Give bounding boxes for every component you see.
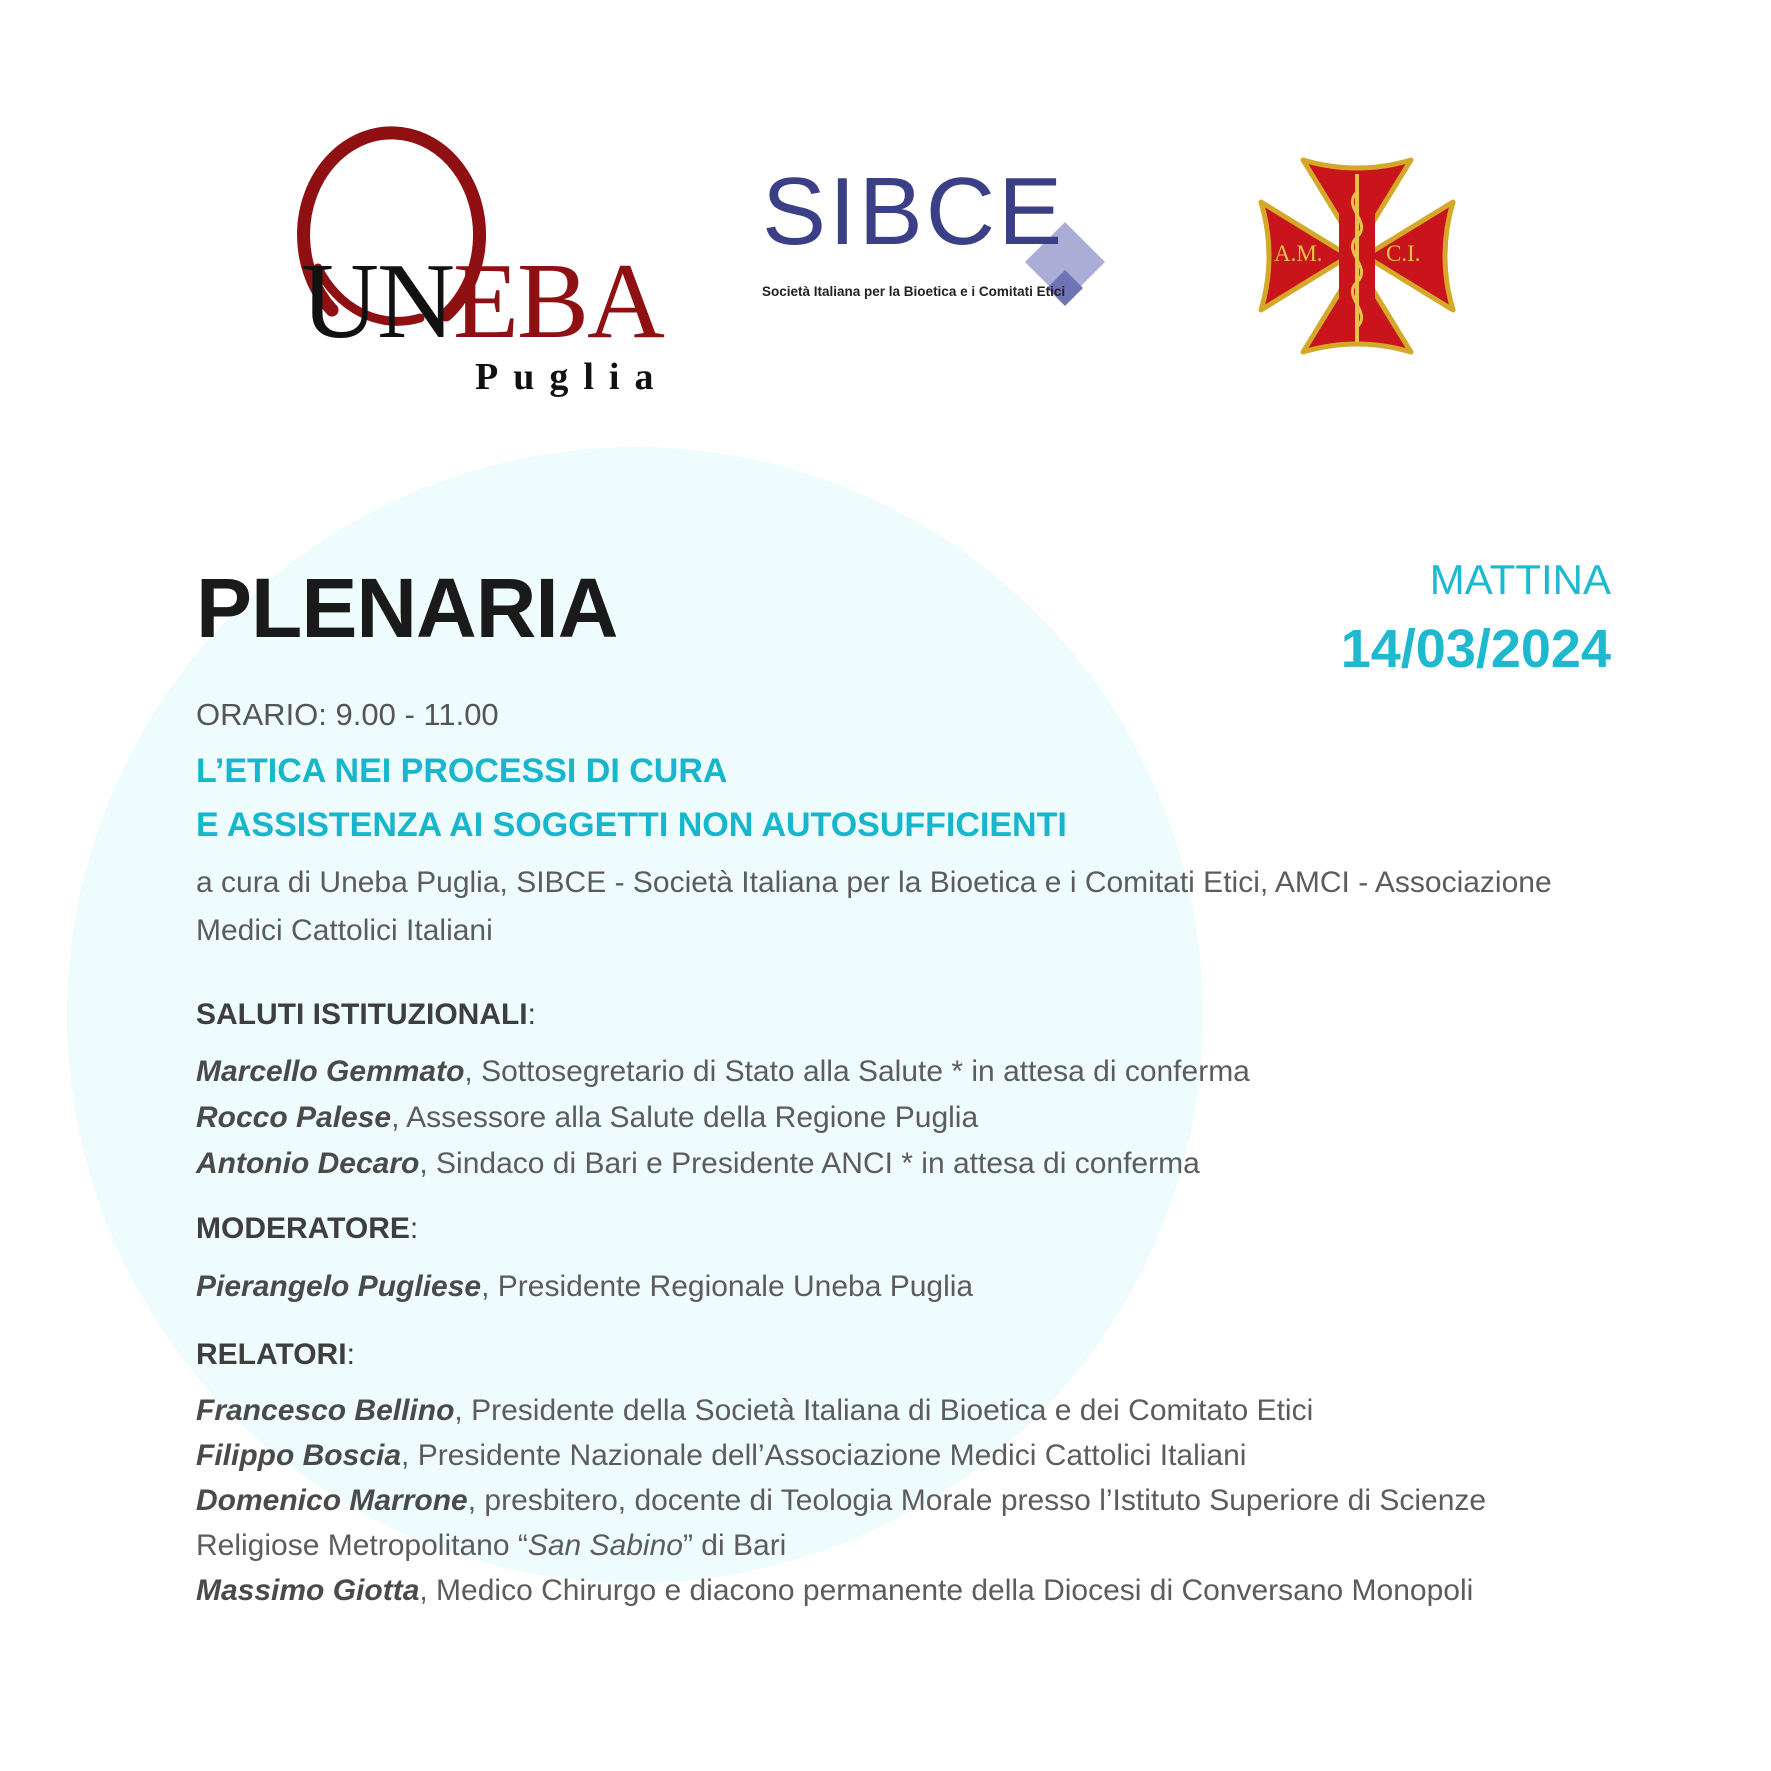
list-item: Filippo Boscia, Presidente Nazionale dell’Associazione Medici Cattolici Italiani: [196, 1439, 1247, 1472]
list-item: Pierangelo Pugliese, Presidente Regionale Uneba Puglia: [196, 1270, 974, 1303]
page-title: PLENARIA: [196, 561, 618, 655]
organizers-line-2: Medici Cattolici Italiani: [196, 914, 493, 947]
list-item: Massimo Giotta, Medico Chirurgo e diacono permanente della Diocesi di Conversano Monopoli: [196, 1574, 1474, 1607]
list-item: Rocco Palese, Assessore alla Salute della Regione Puglia: [196, 1101, 979, 1134]
uneba-subtitle: Puglia: [475, 356, 669, 398]
list-item-continuation: Religiose Metropolitano “San Sabino” di Bari: [196, 1529, 787, 1562]
saluti-heading: SALUTI ISTITUZIONALI:: [196, 998, 536, 1031]
sibce-wordmark: SIBCE: [762, 158, 1066, 265]
topic-line-2: E ASSISTENZA AI SOGGETTI NON AUTOSUFFICIENTI: [196, 806, 1067, 844]
session-label: MATTINA: [1429, 556, 1611, 603]
uneba-puglia-logo: [270, 100, 690, 400]
list-item: Marcello Gemmato, Sottosegretario di Stato alla Salute * in attesa di conferma: [196, 1055, 1250, 1088]
amci-text-right: C.I.: [1386, 241, 1421, 266]
list-item: Antonio Decaro, Sindaco di Bari e Presidente ANCI * in attesa di conferma: [196, 1147, 1200, 1180]
amci-logo: [1253, 152, 1461, 360]
sibce-tagline: Società Italiana per la Bioetica e i Comitati Etici: [762, 284, 1066, 299]
sibce-logo: [760, 158, 1160, 340]
schedule-time: ORARIO: 9.00 - 11.00: [196, 697, 499, 732]
session-date: 14/03/2024: [1340, 619, 1611, 679]
topic-line-1: L’ETICA NEI PROCESSI DI CURA: [196, 752, 728, 790]
organizers-line-1: a cura di Uneba Puglia, SIBCE - Società Italiana per la Bioetica e i Comitati Etici, AMCI - Associazione: [196, 866, 1552, 899]
amci-text-left: A.M.: [1274, 241, 1323, 266]
moderatore-heading: MODERATORE:: [196, 1212, 419, 1245]
list-item: Francesco Bellino, Presidente della Società Italiana di Bioetica e dei Comitato Etici: [196, 1394, 1314, 1427]
relatori-heading: RELATORI:: [196, 1338, 355, 1371]
list-item: Domenico Marrone, presbitero, docente di Teologia Morale presso l’Istituto Superiore di Scienze: [196, 1484, 1487, 1517]
uneba-wordmark: UNEBA: [301, 242, 663, 361]
